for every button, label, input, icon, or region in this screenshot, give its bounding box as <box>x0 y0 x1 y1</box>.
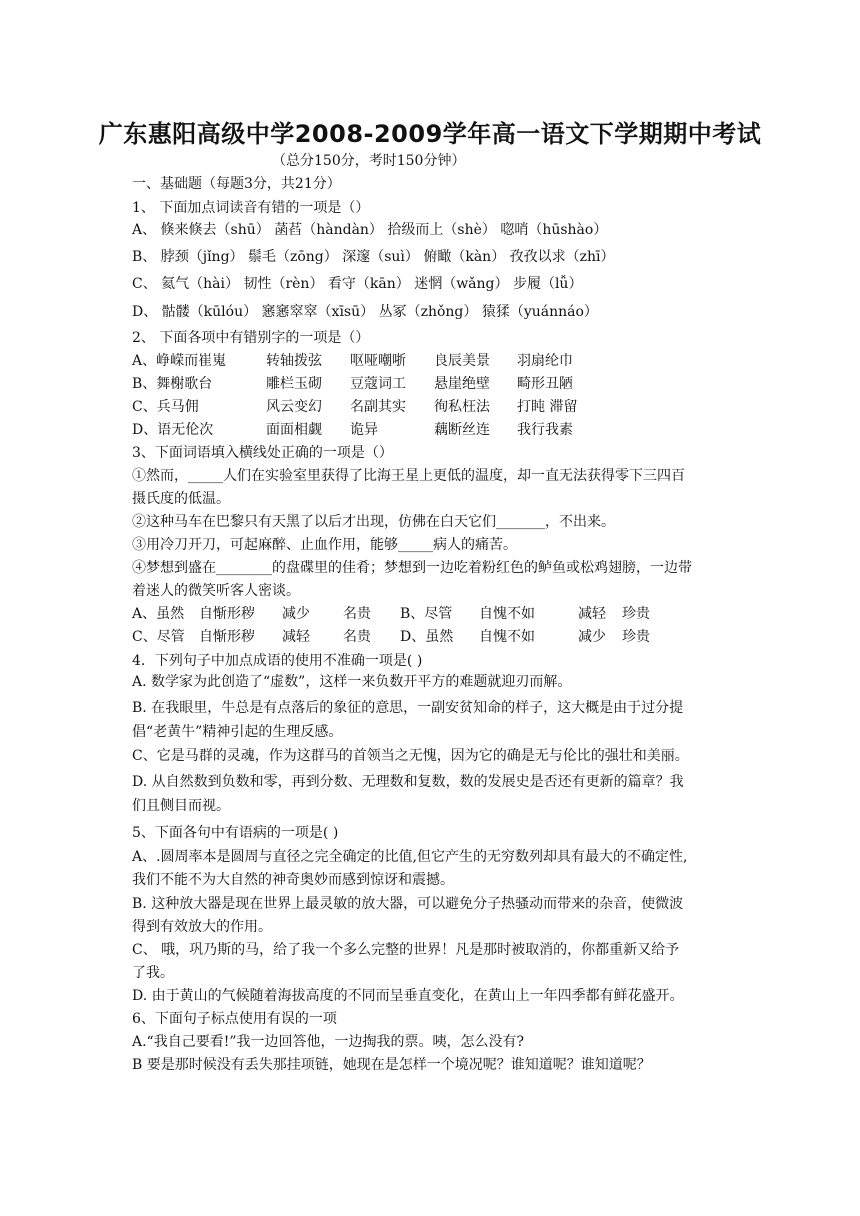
q2-cell: 名副其实 <box>350 399 406 415</box>
q6-stem: 6、下面句子标点使用有误的一项 <box>132 1011 337 1027</box>
q2-cell: 诡异 <box>350 422 378 438</box>
q4-line: B. 在我眼里，牛总是有点落后的象征的意思，一副安贫知命的样子，这大概是由于过分提 <box>132 700 684 716</box>
q1-option-b: B、 脖颈（jǐng） 鬃毛（zōng） 深邃（suì） 俯瞰（kàn） 孜孜以求（zhī） <box>132 249 615 265</box>
q3-choice-cell: 珍贵 <box>622 606 650 622</box>
q5-line: B. 这种放大器是现在世界上最灵敏的放大器，可以避免分子热骚动而带来的杂音，使微波 <box>132 896 684 912</box>
q3-line: ④梦想到盛在________的盘碟里的佳肴；梦想到一边吃着粉红色的鲈鱼或松鸡翅膀，一边带 <box>132 560 692 576</box>
q2-stem: 2、 下面各项中有错别字的一项是（） <box>132 330 370 346</box>
q2-cell: 羽扇纶巾 <box>517 353 573 369</box>
q6-line: A.“我自己要看!”我一边回答他，一边掏我的票。咦，怎么没有? <box>132 1034 525 1050</box>
q3-choice-cell: 自惭形秽 <box>199 629 255 645</box>
q2-cell: A、峥嵘而崔嵬 <box>132 353 227 369</box>
q3-choice-cell: 减少 <box>282 606 310 622</box>
q2-cell: B、舞榭歌台 <box>132 376 213 392</box>
q3-choice-cell: 减轻 <box>282 629 310 645</box>
q3-choice-cell: 名贵 <box>343 606 371 622</box>
q3-stem: 3、下面词语填入横线处正确的一项是（） <box>132 445 393 461</box>
q4-line: C、它是马群的灵魂，作为这群马的首领当之无愧，因为它的确是无与伦比的强壮和美丽。 <box>132 748 689 764</box>
q1-stem: 1、 下面加点词读音有错的一项是（） <box>132 200 370 216</box>
q2-cell: D、语无伦次 <box>132 422 214 438</box>
q3-line: ③用冷刀开刀，可起麻醉、止血作用，能够_____病人的痛苦。 <box>132 537 517 553</box>
q3-line: ①然而，_____人们在实验室里获得了比海王星上更低的温度，却一直无法获得零下三四百 <box>132 468 685 484</box>
page-title: 广东惠阳高级中学2008-2009学年高一语文下学期期中考试 <box>98 120 762 148</box>
q5-line: D. 由于黄山的气候随着海拔高度的不同而呈垂直变化，在黄山上一年四季都有鲜花盛开。 <box>132 988 684 1004</box>
q2-cell: 良辰美景 <box>434 353 490 369</box>
q1-option-d: D、 骷髅（kūlóu） 窸窸窣窣（xīsū） 丛冢（zhǒng） 猿猱（yuánnáo） <box>132 304 598 320</box>
q4-line: A. 数学家为此创造了“虚数”，这样一来负数开平方的难题就迎刃而解。 <box>132 674 572 690</box>
q1-option-a: A、 倏来倏去（shū） 菡萏（hàndàn） 拾级而上（shè） 唿哨（hūshào） <box>132 222 608 238</box>
q3-choice-cell: A、虽然 <box>132 606 185 622</box>
q2-cell: 雕栏玉砌 <box>266 376 322 392</box>
q4-line: D. 从自然数到负数和零，再到分数、无理数和复数，数的发展史是否还有更新的篇章？我 <box>132 774 684 790</box>
q5-stem: 5、下面各句中有语病的一项是( ) <box>132 825 339 841</box>
q3-choice-cell: 名贵 <box>343 629 371 645</box>
q4-line: 们且侧目而视。 <box>132 798 230 814</box>
q2-cell: 转轴拨弦 <box>266 353 322 369</box>
q2-cell: 悬崖绝壁 <box>434 376 490 392</box>
q2-cell: 藕断丝连 <box>434 422 490 438</box>
q2-cell: C、兵马佣 <box>132 399 199 415</box>
q5-line: C、 哦，巩乃斯的马，给了我一个多么完整的世界！凡是那时被取消的，你都重新又给予 <box>132 942 680 958</box>
q3-choice-cell: 珍贵 <box>622 629 650 645</box>
q3-choice-cell: 自愧不如 <box>479 629 535 645</box>
q5-line: 得到有效放大的作用。 <box>132 919 272 935</box>
q2-cell: 畸形丑陋 <box>517 376 573 392</box>
q6-line: B 要是那时候没有丢失那挂项链，她现在是怎样一个境况呢？谁知道呢？谁知道呢？ <box>132 1057 651 1073</box>
q3-choice-cell: D、虽然 <box>400 629 454 645</box>
q3-line: 着迷人的微笑听客人密谈。 <box>132 583 300 599</box>
q2-cell: 呕哑嘲哳 <box>350 353 406 369</box>
q3-choice-cell: 自愧不如 <box>479 606 535 622</box>
q2-cell: 徇私枉法 <box>434 399 490 415</box>
q2-cell: 豆蔻词工 <box>350 376 406 392</box>
q3-choice-cell: 减少 <box>578 629 606 645</box>
q1-option-c: C、 氦气（hài） 韧性（rèn） 看守（kān） 迷惘（wǎng） 步履（lǚ） <box>132 276 583 292</box>
q5-line: 我们不能不为大自然的神奇奥妙而感到惊讶和震撼。 <box>132 872 454 888</box>
q3-choice-cell: 自惭形秽 <box>199 606 255 622</box>
q4-line: 倡“老黄牛”精神引起的生理反感。 <box>132 724 343 740</box>
q3-line: ②这种马车在巴黎只有天黑了以后才出现，仿佛在白天它们_______，不出来。 <box>132 514 615 530</box>
q2-cell: 我行我素 <box>517 422 573 438</box>
q2-cell: 面面相觑 <box>266 422 322 438</box>
q5-line: 了我。 <box>132 965 174 981</box>
q3-choice-cell: 减轻 <box>578 606 606 622</box>
exam-subtitle: （总分150分，考时150分钟） <box>272 153 466 169</box>
q2-cell: 风云变幻 <box>266 399 322 415</box>
q2-cell: 打盹 滞留 <box>517 399 578 415</box>
q3-choice-cell: C、尽管 <box>132 629 185 645</box>
q3-choice-cell: B、尽管 <box>400 606 453 622</box>
q3-line: 摄氏度的低温。 <box>132 491 230 507</box>
section-heading: 一、基础题（每题3分，共21分） <box>132 176 341 192</box>
q4-stem: 4．下列句子中加点成语的使用不准确一项是( ) <box>132 653 423 669</box>
q5-line: A、.圆周率本是圆周与直径之完全确定的比值,但它产生的无穷数列却具有最大的不确定性, <box>132 849 688 865</box>
